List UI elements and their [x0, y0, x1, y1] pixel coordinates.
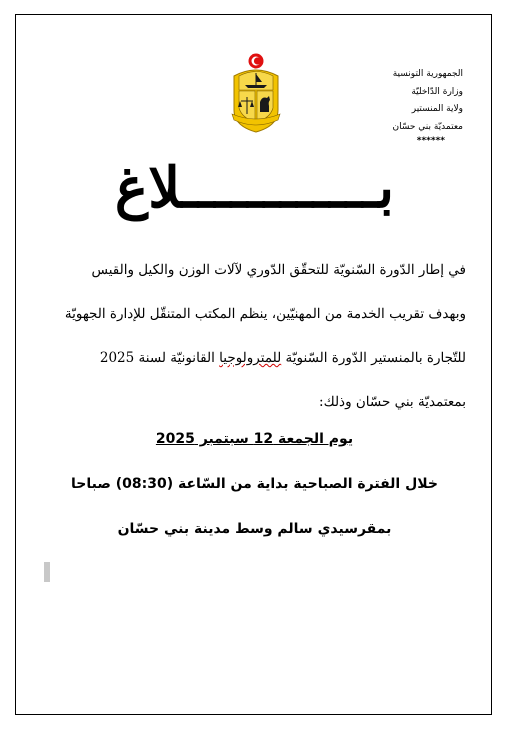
- event-date: [0, 431, 509, 447]
- header-stars: ******: [416, 136, 445, 146]
- body-line-2: وبهدف تقريب الخدمة من المهنيّين، ينظم المكتب المتنقّل للإدارة الجهويّة: [64, 306, 466, 322]
- body-line-3: [45, 336, 466, 380]
- announcement-title: بــــــــــــلاغ: [114, 155, 395, 221]
- spellcheck-word: للمترولوجيا: [219, 350, 282, 366]
- event-date-text: يوم الجمعة 12 سبتمبر 2025: [155, 431, 354, 447]
- announcement-body: [45, 248, 466, 424]
- body-line-3-start: للتّجارة بالمنستير الدّورة السّنويّة: [281, 350, 466, 366]
- header-governorate: ولاية المنستير: [411, 104, 463, 114]
- body-line-3-end: القانونيّة لسنة 2025: [99, 350, 220, 366]
- tunisia-coat-of-arms-icon: [226, 52, 286, 134]
- event-location: بمقرسيدي سالم وسط مدينة بني حسّان: [117, 521, 392, 537]
- header-delegation: معتمديّة بني حسّان: [392, 121, 463, 132]
- header-ministry: وزارة الدّاخليّة: [411, 86, 463, 97]
- header-republic: الجمهورية التونسية: [392, 69, 463, 79]
- body-line-4: بمعتمديّة بني حسّان وذلك:: [319, 394, 466, 410]
- body-line-1: في إطار الدّورة السّنويّة للتحقّق الدّوري لآلات الوزن والكيل والقيس: [91, 262, 466, 278]
- header-block: [343, 66, 463, 146]
- text-cursor[interactable]: [44, 562, 50, 582]
- event-period: خلال الفترة الصباحية بداية من السّاعة (08:30) صباحا: [71, 476, 438, 492]
